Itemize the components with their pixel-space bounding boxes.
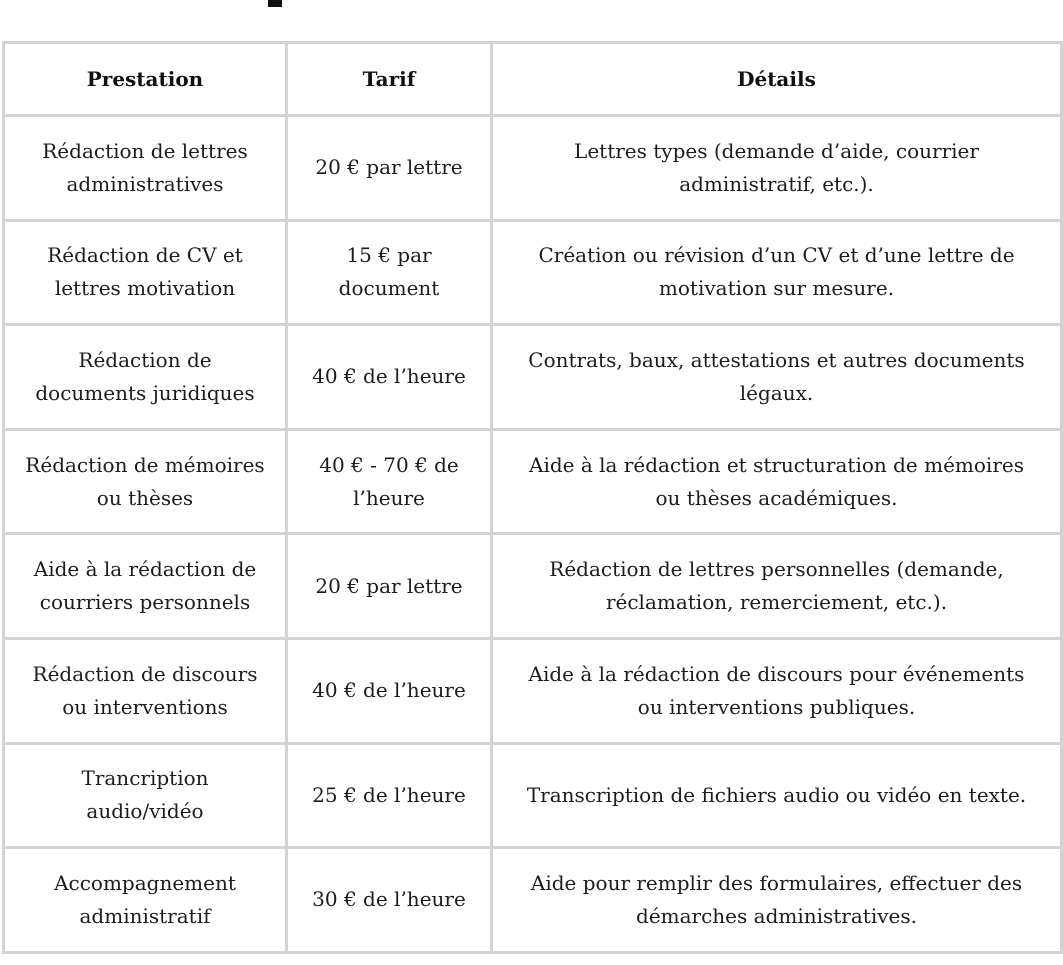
cell-tarif: 40 € - 70 € de l’heure (287, 429, 492, 534)
cell-details: Aide pour remplir des formulaires, effectuer des démarches administratives. (492, 848, 1062, 953)
cell-prestation: Rédaction de documents juridiques (4, 325, 287, 430)
cell-details: Rédaction de lettres personnelles (demande, réclamation, remerciement, etc.). (492, 534, 1062, 639)
cell-prestation: Accompagnement administratif (4, 848, 287, 953)
cell-details: Lettres types (demande d’aide, courrier administratif, etc.). (492, 116, 1062, 221)
table-row (4, 325, 1062, 430)
heading-fragment (268, 0, 282, 7)
cell-details: Création ou révision d’un CV et d’une lettre de motivation sur mesure. (492, 220, 1062, 325)
cell-tarif: 20 € par lettre (287, 534, 492, 639)
cell-details: Aide à la rédaction et structuration de mémoires ou thèses académiques. (492, 429, 1062, 534)
table-row (4, 638, 1062, 743)
cell-tarif: 30 € de l’heure (287, 848, 492, 953)
cell-tarif: 25 € de l’heure (287, 743, 492, 848)
cell-tarif: 40 € de l’heure (287, 638, 492, 743)
table-row (4, 429, 1062, 534)
pricing-table (2, 41, 1063, 954)
table-row (4, 848, 1062, 953)
cell-prestation: Rédaction de mémoires ou thèses (4, 429, 287, 534)
cell-tarif: 20 € par lettre (287, 116, 492, 221)
cell-prestation: Rédaction de lettres administratives (4, 116, 287, 221)
table-row (4, 743, 1062, 848)
table-row (4, 534, 1062, 639)
cell-tarif: 15 € par document (287, 220, 492, 325)
cell-prestation: Trancription audio/vidéo (4, 743, 287, 848)
table-row (4, 220, 1062, 325)
cell-details: Contrats, baux, attestations et autres documents légaux. (492, 325, 1062, 430)
header-prestation: Prestation (4, 43, 287, 116)
header-tarif: Tarif (287, 43, 492, 116)
cell-prestation: Rédaction de CV et lettres motivation (4, 220, 287, 325)
cell-details: Transcription de fichiers audio ou vidéo en texte. (492, 743, 1062, 848)
cell-details: Aide à la rédaction de discours pour événements ou interventions publiques. (492, 638, 1062, 743)
cell-tarif: 40 € de l’heure (287, 325, 492, 430)
cell-prestation: Rédaction de discours ou interventions (4, 638, 287, 743)
table-row (4, 116, 1062, 221)
header-details: Détails (492, 43, 1062, 116)
table-header-row (4, 43, 1062, 116)
cell-prestation: Aide à la rédaction de courriers personnels (4, 534, 287, 639)
